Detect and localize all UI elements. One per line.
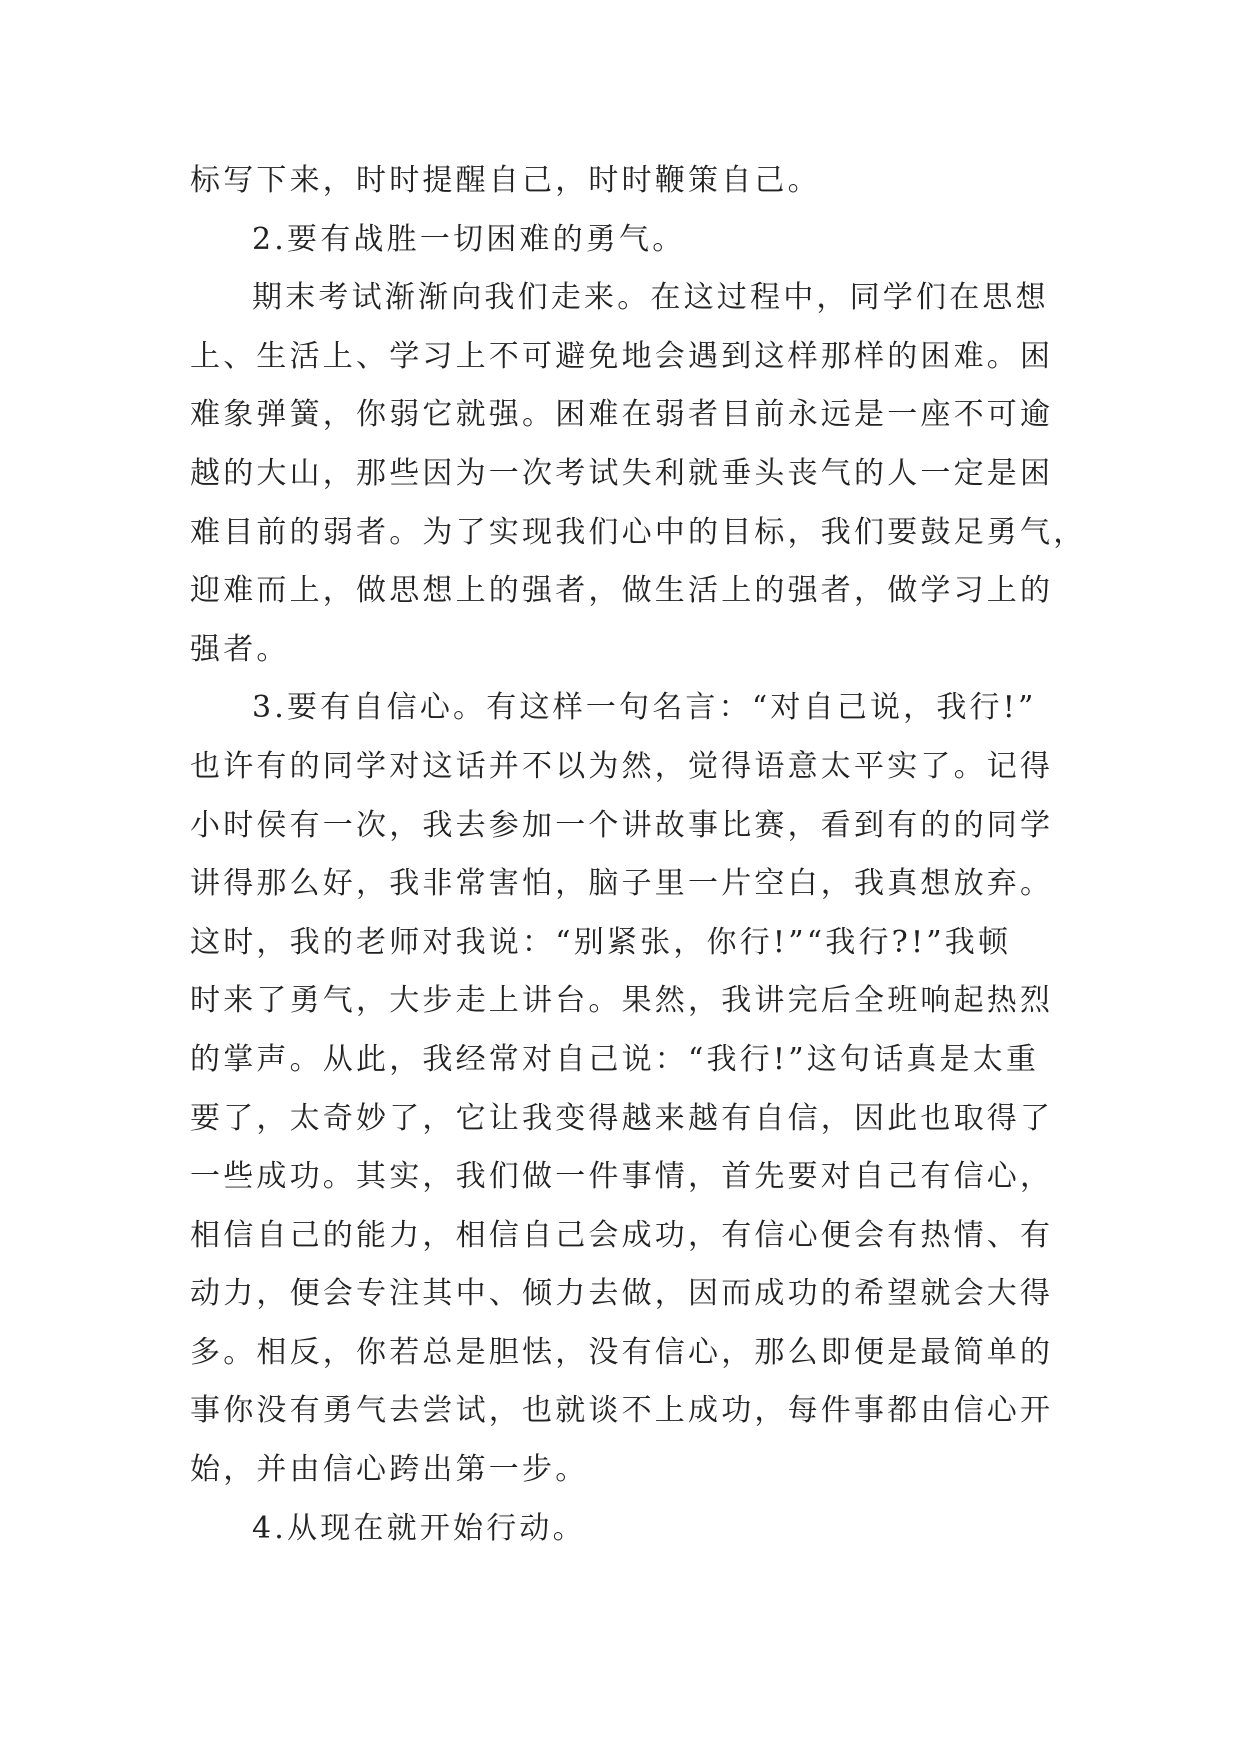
body-text xyxy=(190,152,1087,1558)
text-line: 一些成功。其实，我们做一件事情，首先要对自己有信心， xyxy=(190,1159,1054,1195)
text-line: 强者。 xyxy=(190,631,290,667)
text-line: 越的大山，那些因为一次考试失利就垂头丧气的人一定是困 xyxy=(190,455,1054,491)
section-heading-3: 3.要有自信心。有这样一句名言：“对自己说，我行!” xyxy=(252,690,1037,726)
text-line: 讲得那么好，我非常害怕，脑子里一片空白，我真想放弃。 xyxy=(190,866,1054,902)
text-line: 也许有的同学对这话并不以为然，觉得语意太平实了。记得 xyxy=(190,748,1054,784)
text-line: 难目前的弱者。为了实现我们心中的目标，我们要鼓足勇气， xyxy=(190,514,1087,550)
text-line: 上、生活上、学习上不可避免地会遇到这样那样的困难。困 xyxy=(190,338,1054,374)
text-line: 动力，便会专注其中、倾力去做，因而成功的希望就会大得 xyxy=(190,1276,1054,1312)
text-line: 多。相反，你若总是胆怯，没有信心，那么即便是最简单的 xyxy=(190,1334,1054,1370)
section-heading-2: 2.要有战胜一切困难的勇气。 xyxy=(252,221,686,257)
text-line: 事你没有勇气去尝试，也就谈不上成功，每件事都由信心开 xyxy=(190,1393,1054,1429)
text-line: 难象弹簧，你弱它就强。困难在弱者目前永远是一座不可逾 xyxy=(190,397,1054,433)
text-line: 期末考试渐渐向我们走来。在这过程中，同学们在思想 xyxy=(252,280,1049,316)
text-line: 时来了勇气，大步走上讲台。果然，我讲完后全班响起热烈 xyxy=(190,983,1054,1019)
text-line: 的掌声。从此，我经常对自己说：“我行!”这句话真是太重 xyxy=(190,1041,1040,1077)
text-line: 小时侯有一次，我去参加一个讲故事比赛，看到有的的同学 xyxy=(190,807,1054,843)
text-line: 要了，太奇妙了，它让我变得越来越有自信，因此也取得了 xyxy=(190,1100,1054,1136)
text-line: 标写下来，时时提醒自己，时时鞭策自己。 xyxy=(190,163,821,198)
text-line: 相信自己的能力，相信自己会成功，有信心便会有热情、有 xyxy=(190,1217,1054,1253)
section-heading-4: 4.从现在就开始行动。 xyxy=(252,1510,586,1546)
text-line: 始，并由信心跨出第一步。 xyxy=(190,1452,589,1488)
text-line: 这时，我的老师对我说：“别紧张，你行!”“我行?!”我顿 xyxy=(190,924,1012,960)
text-line: 迎难而上，做思想上的强者，做生活上的强者，做学习上的 xyxy=(190,573,1054,609)
